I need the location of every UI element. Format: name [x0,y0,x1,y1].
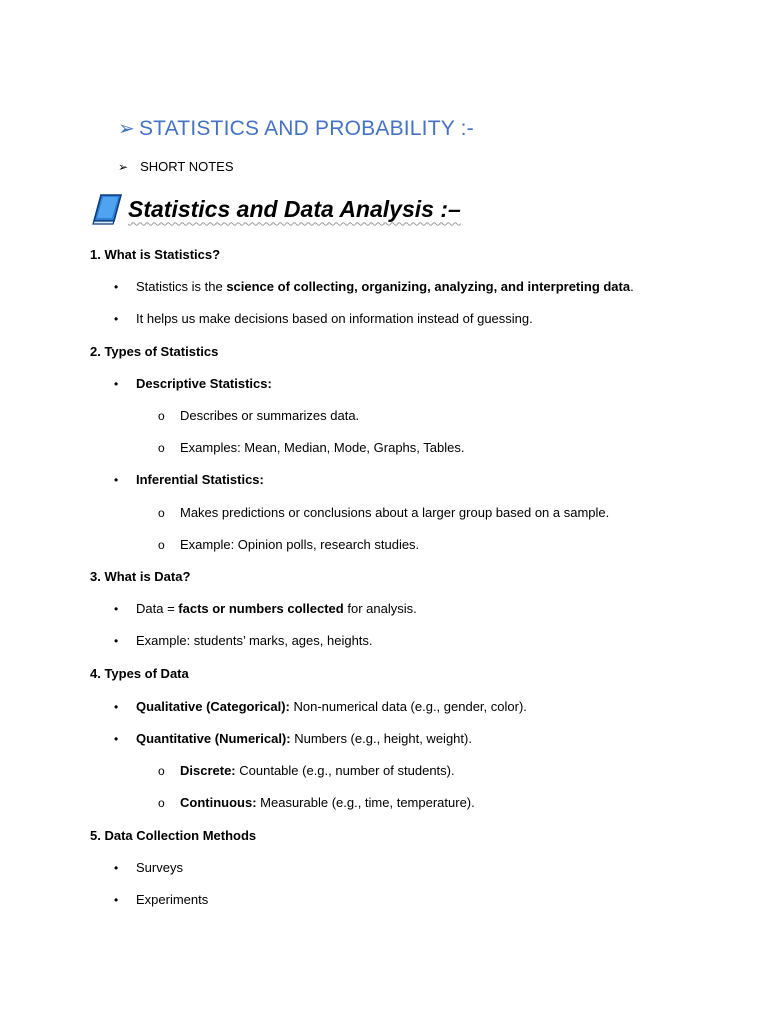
arrow-bullet-icon: ➢ [118,118,135,140]
list-item: • Inferential Statistics: [114,472,264,487]
bullet-icon: • [114,602,119,616]
main-heading-text: STATISTICS AND PROBABILITY :- [138,116,474,140]
bullet-icon: • [114,473,119,487]
bullet-icon: • [114,700,119,714]
bullet-icon: • [114,634,119,648]
circle-bullet-icon: o [158,764,165,778]
sub-heading [118,159,234,174]
list-item: • Descriptive Statistics: [114,376,272,391]
sub-heading-text: SHORT NOTES [140,159,234,174]
bullet-icon: • [114,312,119,326]
list-item: • Example: students’ marks, ages, heights. [114,633,373,648]
heading-types-of-statistics: 2. Types of Statistics [90,344,219,359]
list-item: • Qualitative (Categorical): Non-numerical data (e.g., gender, color). [114,699,527,714]
circle-bullet-icon: o [158,796,165,810]
main-heading [118,116,474,141]
arrow-bullet-icon: ➢ [118,159,129,174]
list-item: o Discrete: Countable (e.g., number of students). [158,763,455,778]
circle-bullet-icon: o [158,441,165,455]
blue-book-icon [92,193,122,225]
heading-what-is-data: 3. What is Data? [90,569,191,584]
list-item: • It helps us make decisions based on information instead of guessing. [114,311,533,326]
bullet-icon: • [114,377,119,391]
circle-bullet-icon: o [158,506,165,520]
list-item: • Statistics is the science of collecting, organizing, analyzing, and interpreting data. [114,279,634,294]
heading-data-collection-methods: 5. Data Collection Methods [90,828,257,843]
list-item: o Examples: Mean, Median, Mode, Graphs, Tables. [158,440,465,455]
bullet-icon: • [114,280,119,294]
heading-types-of-data: 4. Types of Data [90,666,189,681]
list-item: o Describes or summarizes data. [158,408,360,423]
section-title [92,193,461,225]
bullet-icon: • [114,861,119,875]
bullet-icon: • [114,893,119,907]
list-item: • Data = facts or numbers collected for analysis. [114,601,417,616]
list-item: • Surveys [114,860,183,875]
bullet-icon: • [114,732,119,746]
section-title-text: Statistics and Data Analysis :– [128,195,461,222]
list-item: • Experiments [114,892,209,907]
circle-bullet-icon: o [158,538,165,552]
list-item: o Makes predictions or conclusions about a larger group based on a sample. [158,505,610,520]
heading-what-is-statistics: 1. What is Statistics? [90,247,221,262]
list-item: o Continuous: Measurable (e.g., time, temperature). [158,795,475,810]
list-item: o Example: Opinion polls, research studies. [158,537,420,552]
circle-bullet-icon: o [158,409,165,423]
list-item: • Quantitative (Numerical): Numbers (e.g., height, weight). [114,731,472,746]
